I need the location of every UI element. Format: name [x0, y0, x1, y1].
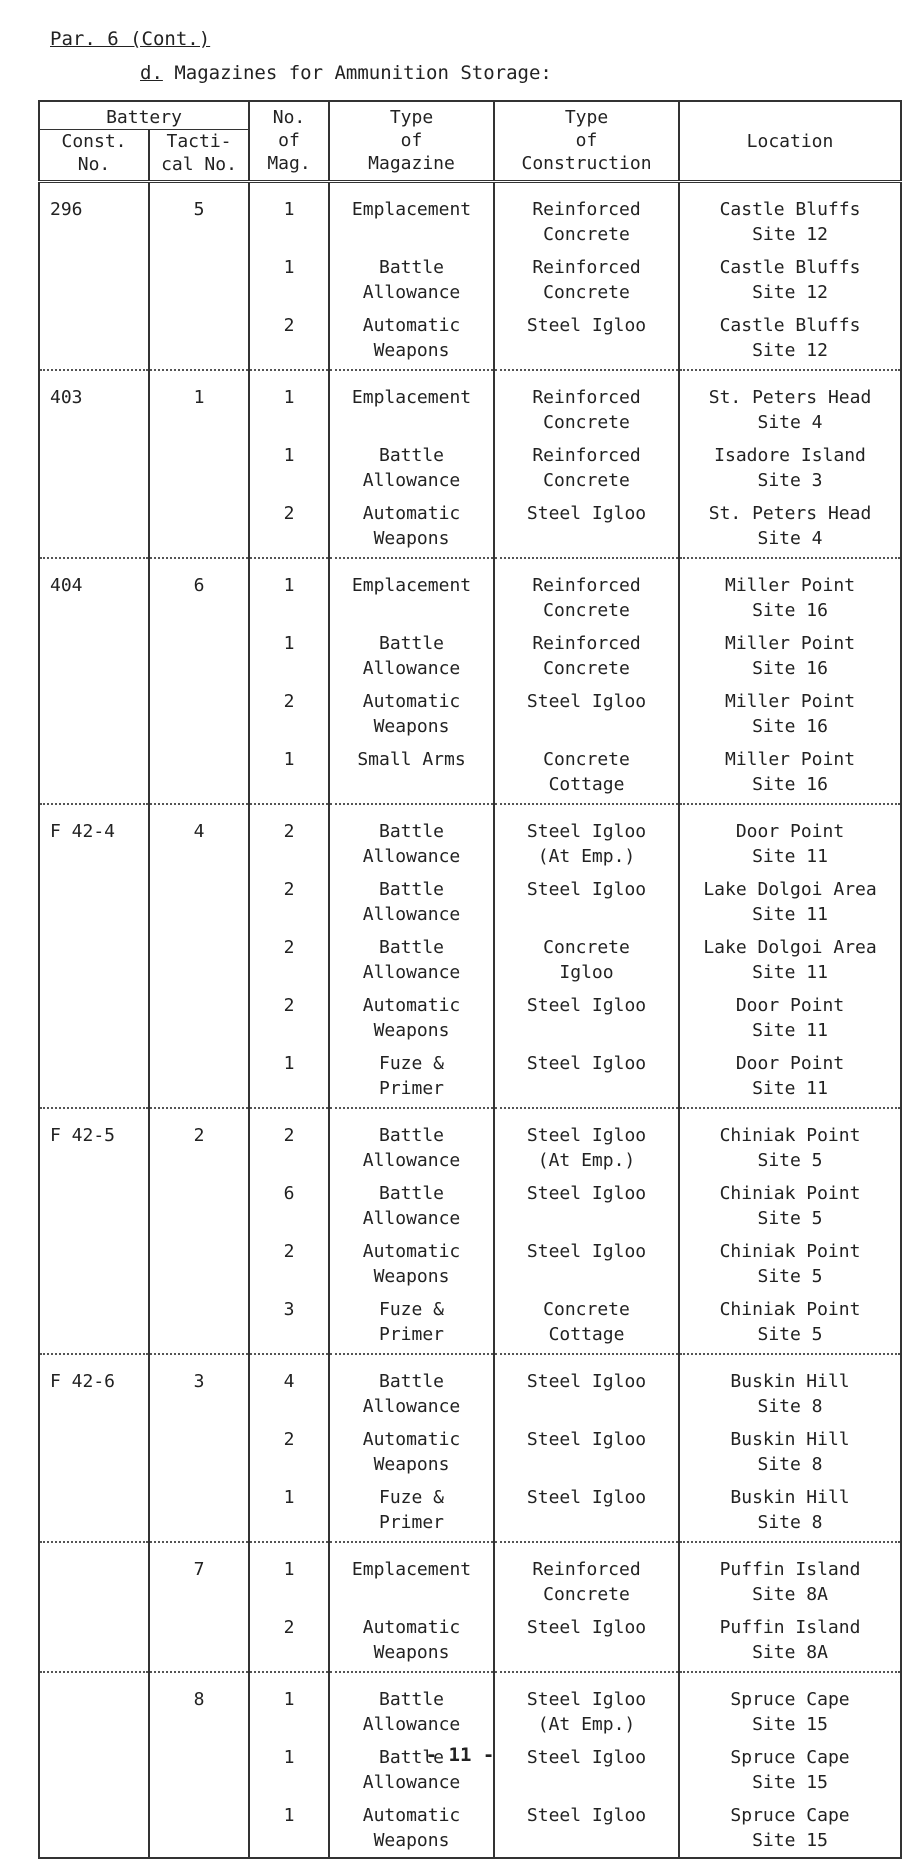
- mag-count-cell: 2: [249, 685, 329, 743]
- construction-type-cell: Steel Igloo (At Emp.): [494, 1672, 679, 1741]
- tactical-no-cell: 5: [149, 182, 249, 252]
- location-cell: Isadore Island Site 3: [679, 439, 901, 497]
- tactical-no-cell: [149, 931, 249, 989]
- construction-type-cell: Concrete Igloo: [494, 931, 679, 989]
- construction-type-cell: Reinforced Concrete: [494, 439, 679, 497]
- paragraph-label: Par. 6 (Cont.): [50, 28, 211, 50]
- magazine-type-cell: Battle Allowance: [329, 1108, 494, 1177]
- magazine-type-cell: Automatic Weapons: [329, 1235, 494, 1293]
- mag-count-cell: 1: [249, 1542, 329, 1611]
- const-no-cell: [39, 627, 149, 685]
- const-no-cell: F 42-5: [39, 1108, 149, 1177]
- table-row: [39, 439, 901, 497]
- tactical-no-cell: 2: [149, 1108, 249, 1177]
- tactical-no-cell: 8: [149, 1672, 249, 1741]
- tactical-no-cell: [149, 873, 249, 931]
- table-row: [39, 1799, 901, 1858]
- location-cell: Lake Dolgoi Area Site 11: [679, 873, 901, 931]
- const-no-cell: [39, 873, 149, 931]
- location-cell: Castle Bluffs Site 12: [679, 251, 901, 309]
- mag-count-cell: 1: [249, 251, 329, 309]
- construction-type-cell: Reinforced Concrete: [494, 558, 679, 627]
- magazine-type-cell: Fuze & Primer: [329, 1293, 494, 1354]
- magazine-type-cell: Battle Allowance: [329, 1741, 494, 1799]
- table-row: [39, 182, 901, 252]
- magazines-table-body: [39, 182, 901, 1859]
- table-row: [39, 1354, 901, 1423]
- location-cell: Buskin Hill Site 8: [679, 1481, 901, 1542]
- construction-type-cell: Steel Igloo: [494, 1799, 679, 1858]
- const-no-cell: [39, 497, 149, 558]
- magazine-type-cell: Emplacement: [329, 558, 494, 627]
- mag-count-cell: 1: [249, 182, 329, 252]
- const-no-cell: [39, 931, 149, 989]
- table-row: [39, 1293, 901, 1354]
- const-no-cell: [39, 1672, 149, 1741]
- table-row: [39, 743, 901, 804]
- table-row: [39, 1177, 901, 1235]
- magazine-type-cell: Battle Allowance: [329, 627, 494, 685]
- magazine-type-cell: Battle Allowance: [329, 251, 494, 309]
- location-cell: Chiniak Point Site 5: [679, 1108, 901, 1177]
- magazine-type-cell: Automatic Weapons: [329, 309, 494, 370]
- table-row: [39, 1423, 901, 1481]
- magazines-table: [38, 100, 902, 1859]
- location-cell: St. Peters Head Site 4: [679, 370, 901, 439]
- tactical-no-cell: [149, 309, 249, 370]
- tactical-no-cell: [149, 1611, 249, 1672]
- location-cell: Door Point Site 11: [679, 804, 901, 873]
- construction-type-cell: Steel Igloo: [494, 497, 679, 558]
- mag-count-cell: 2: [249, 1423, 329, 1481]
- mag-count-cell: 1: [249, 743, 329, 804]
- location-cell: Castle Bluffs Site 12: [679, 182, 901, 252]
- magazine-type-cell: Battle Allowance: [329, 439, 494, 497]
- magazine-type-cell: Small Arms: [329, 743, 494, 804]
- const-no-cell: [39, 1611, 149, 1672]
- mag-count-cell: 1: [249, 627, 329, 685]
- magazine-type-cell: Automatic Weapons: [329, 497, 494, 558]
- mag-count-cell: 2: [249, 989, 329, 1047]
- magazine-type-cell: Battle Allowance: [329, 1177, 494, 1235]
- construction-type-cell: Reinforced Concrete: [494, 370, 679, 439]
- tactical-no-cell: [149, 989, 249, 1047]
- construction-type-cell: Steel Igloo: [494, 685, 679, 743]
- const-no-cell: [39, 685, 149, 743]
- magazine-type-cell: Emplacement: [329, 1542, 494, 1611]
- tactical-no-cell: [149, 685, 249, 743]
- mag-count-cell: 4: [249, 1354, 329, 1423]
- mag-count-cell: 2: [249, 1611, 329, 1672]
- construction-type-cell: Reinforced Concrete: [494, 182, 679, 252]
- mag-count-cell: 2: [249, 1235, 329, 1293]
- magazine-type-cell: Battle Allowance: [329, 804, 494, 873]
- location-cell: Door Point Site 11: [679, 989, 901, 1047]
- const-no-cell: [39, 439, 149, 497]
- table-row: [39, 627, 901, 685]
- construction-type-cell: Reinforced Concrete: [494, 627, 679, 685]
- construction-type-cell: Steel Igloo (At Emp.): [494, 804, 679, 873]
- tactical-no-cell: [149, 627, 249, 685]
- magazine-type-cell: Fuze & Primer: [329, 1481, 494, 1542]
- tactical-no-cell: [149, 1293, 249, 1354]
- section-title: Magazines for Ammunition Storage:: [174, 62, 552, 84]
- const-no-cell: [39, 1235, 149, 1293]
- location-cell: Chiniak Point Site 5: [679, 1293, 901, 1354]
- tactical-no-cell: [149, 1799, 249, 1858]
- table-row: [39, 1481, 901, 1542]
- const-no-cell: [39, 989, 149, 1047]
- table-row: [39, 370, 901, 439]
- construction-type-cell: Steel Igloo: [494, 1354, 679, 1423]
- magazine-type-cell: Battle Allowance: [329, 873, 494, 931]
- magazine-type-cell: Emplacement: [329, 182, 494, 252]
- section-letter: d.: [140, 62, 163, 84]
- const-no-cell: [39, 1799, 149, 1858]
- construction-type-cell: Steel Igloo: [494, 309, 679, 370]
- location-cell: Spruce Cape Site 15: [679, 1799, 901, 1858]
- table-row: [39, 804, 901, 873]
- const-no-cell: [39, 1423, 149, 1481]
- table-row: [39, 1235, 901, 1293]
- construction-type-cell: Steel Igloo: [494, 1423, 679, 1481]
- magazine-type-cell: Battle Allowance: [329, 1354, 494, 1423]
- const-no-cell: 404: [39, 558, 149, 627]
- mag-count-cell: 1: [249, 370, 329, 439]
- section-heading: [140, 62, 552, 84]
- const-no-cell: [39, 1481, 149, 1542]
- table-row: [39, 1611, 901, 1672]
- location-cell: Miller Point Site 16: [679, 558, 901, 627]
- table-row: [39, 558, 901, 627]
- construction-type-cell: Steel Igloo (At Emp.): [494, 1108, 679, 1177]
- tactical-no-cell: [149, 1047, 249, 1108]
- mag-count-cell: 2: [249, 309, 329, 370]
- tactical-no-cell: [149, 1177, 249, 1235]
- construction-type-cell: Steel Igloo: [494, 873, 679, 931]
- mag-count-cell: 1: [249, 1047, 329, 1108]
- location-cell: Puffin Island Site 8A: [679, 1542, 901, 1611]
- magazine-type-cell: Automatic Weapons: [329, 1611, 494, 1672]
- location-cell: St. Peters Head Site 4: [679, 497, 901, 558]
- tactical-no-cell: [149, 1235, 249, 1293]
- location-cell: Miller Point Site 16: [679, 743, 901, 804]
- location-cell: Chiniak Point Site 5: [679, 1177, 901, 1235]
- table-row: [39, 309, 901, 370]
- magazine-type-cell: Automatic Weapons: [329, 1423, 494, 1481]
- magazine-type-cell: Automatic Weapons: [329, 685, 494, 743]
- table-row: [39, 931, 901, 989]
- location-cell: Lake Dolgoi Area Site 11: [679, 931, 901, 989]
- type-of-construction-header: Type of Construction: [494, 101, 679, 182]
- mag-count-cell: 2: [249, 497, 329, 558]
- location-cell: Door Point Site 11: [679, 1047, 901, 1108]
- tactical-no-cell: [149, 1423, 249, 1481]
- table-row: [39, 251, 901, 309]
- const-no-cell: [39, 1293, 149, 1354]
- construction-type-cell: Steel Igloo: [494, 1177, 679, 1235]
- location-cell: Puffin Island Site 8A: [679, 1611, 901, 1672]
- mag-count-cell: 3: [249, 1293, 329, 1354]
- tactical-no-cell: 4: [149, 804, 249, 873]
- battery-header: Battery: [39, 101, 249, 130]
- table-row: [39, 1542, 901, 1611]
- magazine-type-cell: Emplacement: [329, 370, 494, 439]
- const-no-cell: [39, 309, 149, 370]
- mag-count-cell: 6: [249, 1177, 329, 1235]
- mag-count-cell: 2: [249, 873, 329, 931]
- construction-type-cell: Concrete Cottage: [494, 743, 679, 804]
- tactical-no-cell: [149, 497, 249, 558]
- magazine-type-cell: Automatic Weapons: [329, 989, 494, 1047]
- tactical-no-cell: [149, 1481, 249, 1542]
- tactical-no-cell: 3: [149, 1354, 249, 1423]
- magazine-type-cell: Battle Allowance: [329, 1672, 494, 1741]
- mag-count-cell: 2: [249, 931, 329, 989]
- tactical-no-cell: 6: [149, 558, 249, 627]
- construction-type-cell: Steel Igloo: [494, 1047, 679, 1108]
- location-cell: Buskin Hill Site 8: [679, 1354, 901, 1423]
- const-no-cell: [39, 1177, 149, 1235]
- table-row: [39, 1672, 901, 1741]
- const-no-cell: F 42-6: [39, 1354, 149, 1423]
- const-no-header: Const. No.: [39, 130, 149, 182]
- mag-count-cell: 1: [249, 1741, 329, 1799]
- tactical-no-cell: [149, 743, 249, 804]
- const-no-cell: [39, 1047, 149, 1108]
- magazine-type-cell: Fuze & Primer: [329, 1047, 494, 1108]
- location-cell: Buskin Hill Site 8: [679, 1423, 901, 1481]
- mag-count-cell: 1: [249, 439, 329, 497]
- mag-count-cell: 1: [249, 558, 329, 627]
- construction-type-cell: Steel Igloo: [494, 1481, 679, 1542]
- location-cell: Chiniak Point Site 5: [679, 1235, 901, 1293]
- table-row: [39, 873, 901, 931]
- magazine-type-cell: Automatic Weapons: [329, 1799, 494, 1858]
- construction-type-cell: Steel Igloo: [494, 989, 679, 1047]
- construction-type-cell: Steel Igloo: [494, 1235, 679, 1293]
- table-row: [39, 1047, 901, 1108]
- mag-count-cell: 1: [249, 1799, 329, 1858]
- location-cell: Miller Point Site 16: [679, 627, 901, 685]
- location-header: Location: [679, 101, 901, 182]
- tactical-no-header: Tacti- cal No.: [149, 130, 249, 182]
- location-cell: Miller Point Site 16: [679, 685, 901, 743]
- construction-type-cell: Concrete Cottage: [494, 1293, 679, 1354]
- mag-count-cell: 2: [249, 804, 329, 873]
- const-no-cell: [39, 743, 149, 804]
- no-of-mag-header: No. of Mag.: [249, 101, 329, 182]
- const-no-cell: 296: [39, 182, 149, 252]
- location-cell: Castle Bluffs Site 12: [679, 309, 901, 370]
- construction-type-cell: Steel Igloo: [494, 1611, 679, 1672]
- tactical-no-cell: 1: [149, 370, 249, 439]
- mag-count-cell: 1: [249, 1481, 329, 1542]
- const-no-cell: [39, 1542, 149, 1611]
- table-row: [39, 1108, 901, 1177]
- tactical-no-cell: [149, 439, 249, 497]
- magazine-type-cell: Battle Allowance: [329, 931, 494, 989]
- construction-type-cell: Reinforced Concrete: [494, 251, 679, 309]
- page-number: - 11 -: [425, 1744, 495, 1766]
- tactical-no-cell: [149, 251, 249, 309]
- mag-count-cell: 1: [249, 1672, 329, 1741]
- mag-count-cell: 2: [249, 1108, 329, 1177]
- table-row: [39, 497, 901, 558]
- type-of-magazine-header: Type of Magazine: [329, 101, 494, 182]
- tactical-no-cell: 7: [149, 1542, 249, 1611]
- const-no-cell: 403: [39, 370, 149, 439]
- location-cell: Spruce Cape Site 15: [679, 1741, 901, 1799]
- const-no-cell: F 42-4: [39, 804, 149, 873]
- table-row: [39, 685, 901, 743]
- construction-type-cell: Steel Igloo: [494, 1741, 679, 1799]
- construction-type-cell: Reinforced Concrete: [494, 1542, 679, 1611]
- location-cell: Spruce Cape Site 15: [679, 1672, 901, 1741]
- const-no-cell: [39, 251, 149, 309]
- table-row: [39, 989, 901, 1047]
